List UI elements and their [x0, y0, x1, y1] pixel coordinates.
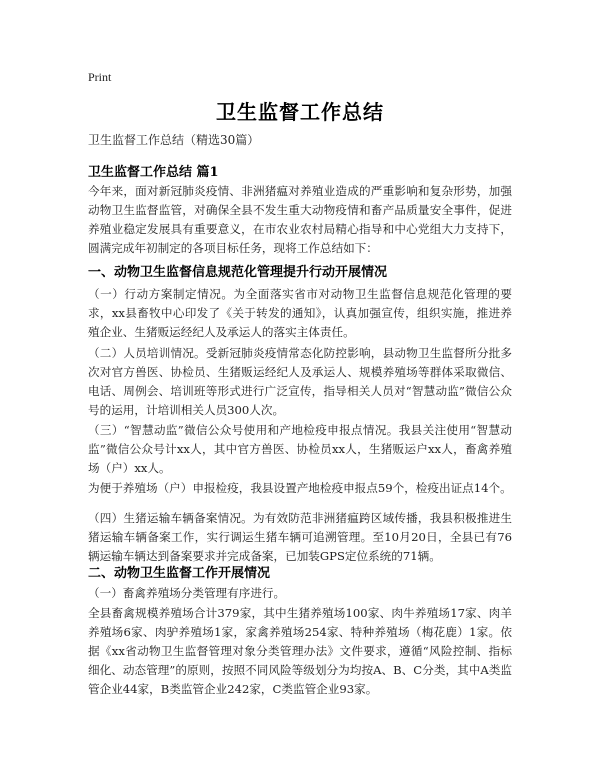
- paragraph-farm-stats: 全县畜禽规模养殖场合计379家，其中生猪养殖场100家、肉牛养殖场17家、肉羊养殖场6家、肉驴养殖场1家，家禽养殖场254家、特种养殖场（梅花鹿）1家。依据《xx省动物卫生监督管理对象分类管理办法》文件要求，遵循“风险控制、指标细化、动态管理”的原则，按照不同风险等级划分为均按A、B、C分类，其中A类监管企业44家，B类监管企业242家，C类监管企业93家。: [88, 606, 512, 696]
- paragraph-vehicles: （四）生猪运输车辆备案情况。为有效防范非洲猪瘟跨区域传播，我县积极推进生猪运输车辆备案工作，实行调运生猪车辆可追溯管理。至10月20日，全县已有76辆运输车辆达到备案要求并完成备案，已加装GPS定位系统的71辆。: [88, 511, 512, 563]
- document-title: 卫生监督工作总结: [216, 100, 384, 124]
- document-subtitle: 卫生监督工作总结（精选30篇）: [88, 133, 260, 147]
- print-label: Print: [88, 70, 112, 84]
- intro-paragraph: 今年来，面对新冠肺炎疫情、非洲猪瘟对养殖业造成的严重影响和复杂形势，加强动物卫生监督监管，对确保全县不发生重大动物疫情和畜产品质量安全事件，促进养殖业稳定发展具有重要意义，在市农业农村局精心指导和中心党组大力支持下，圆满完成年初制定的各项目标任务，现将工作总结如下：: [88, 184, 512, 255]
- heading-section-1: 一、动物卫生监督信息规范化管理提升行动开展情况: [88, 265, 388, 280]
- paragraph-plan: （一）行动方案制定情况。为全面落实省市对动物卫生监督信息规范化管理的要求，xx县畜牧中心印发了《关于转发的通知》，认真加强宣传，组织实施，推进养殖企业、生猪贩运经纪人及承运人的落实主体责任。: [88, 287, 512, 339]
- section-heading: 卫生监督工作总结 篇1: [88, 165, 219, 180]
- paragraph-training: （二）人员培训情况。受新冠肺炎疫情常态化防控影响，县动物卫生监督所分批多次对官方兽医、协检员、生猪贩运经纪人及承运人、规模养殖场等群体采取微信、电话、周例会、培训班等形式进行广泛宣传，指导相关人员对“智慧动监”微信公众号的运用，计培训相关人员300人次。: [88, 346, 512, 417]
- paragraph-declaration-points: 为便于养殖场（户）申报检疫，我县设置产地检疫申报点59个，检疫出证点14个。: [88, 481, 512, 495]
- paragraph-classification: （一）畜禽养殖场分类管理有序进行。: [88, 586, 286, 600]
- heading-section-2: 二、动物卫生监督工作开展情况: [88, 566, 271, 581]
- paragraph-wechat: （三）“智慧动监”微信公众号使用和产地检疫申报点情况。我县关注使用“智慧动监”微信公众号计xx人，其中官方兽医、协检员xx人，生猪贩运户xx人，畜禽养殖场（户）xx人。: [88, 423, 512, 475]
